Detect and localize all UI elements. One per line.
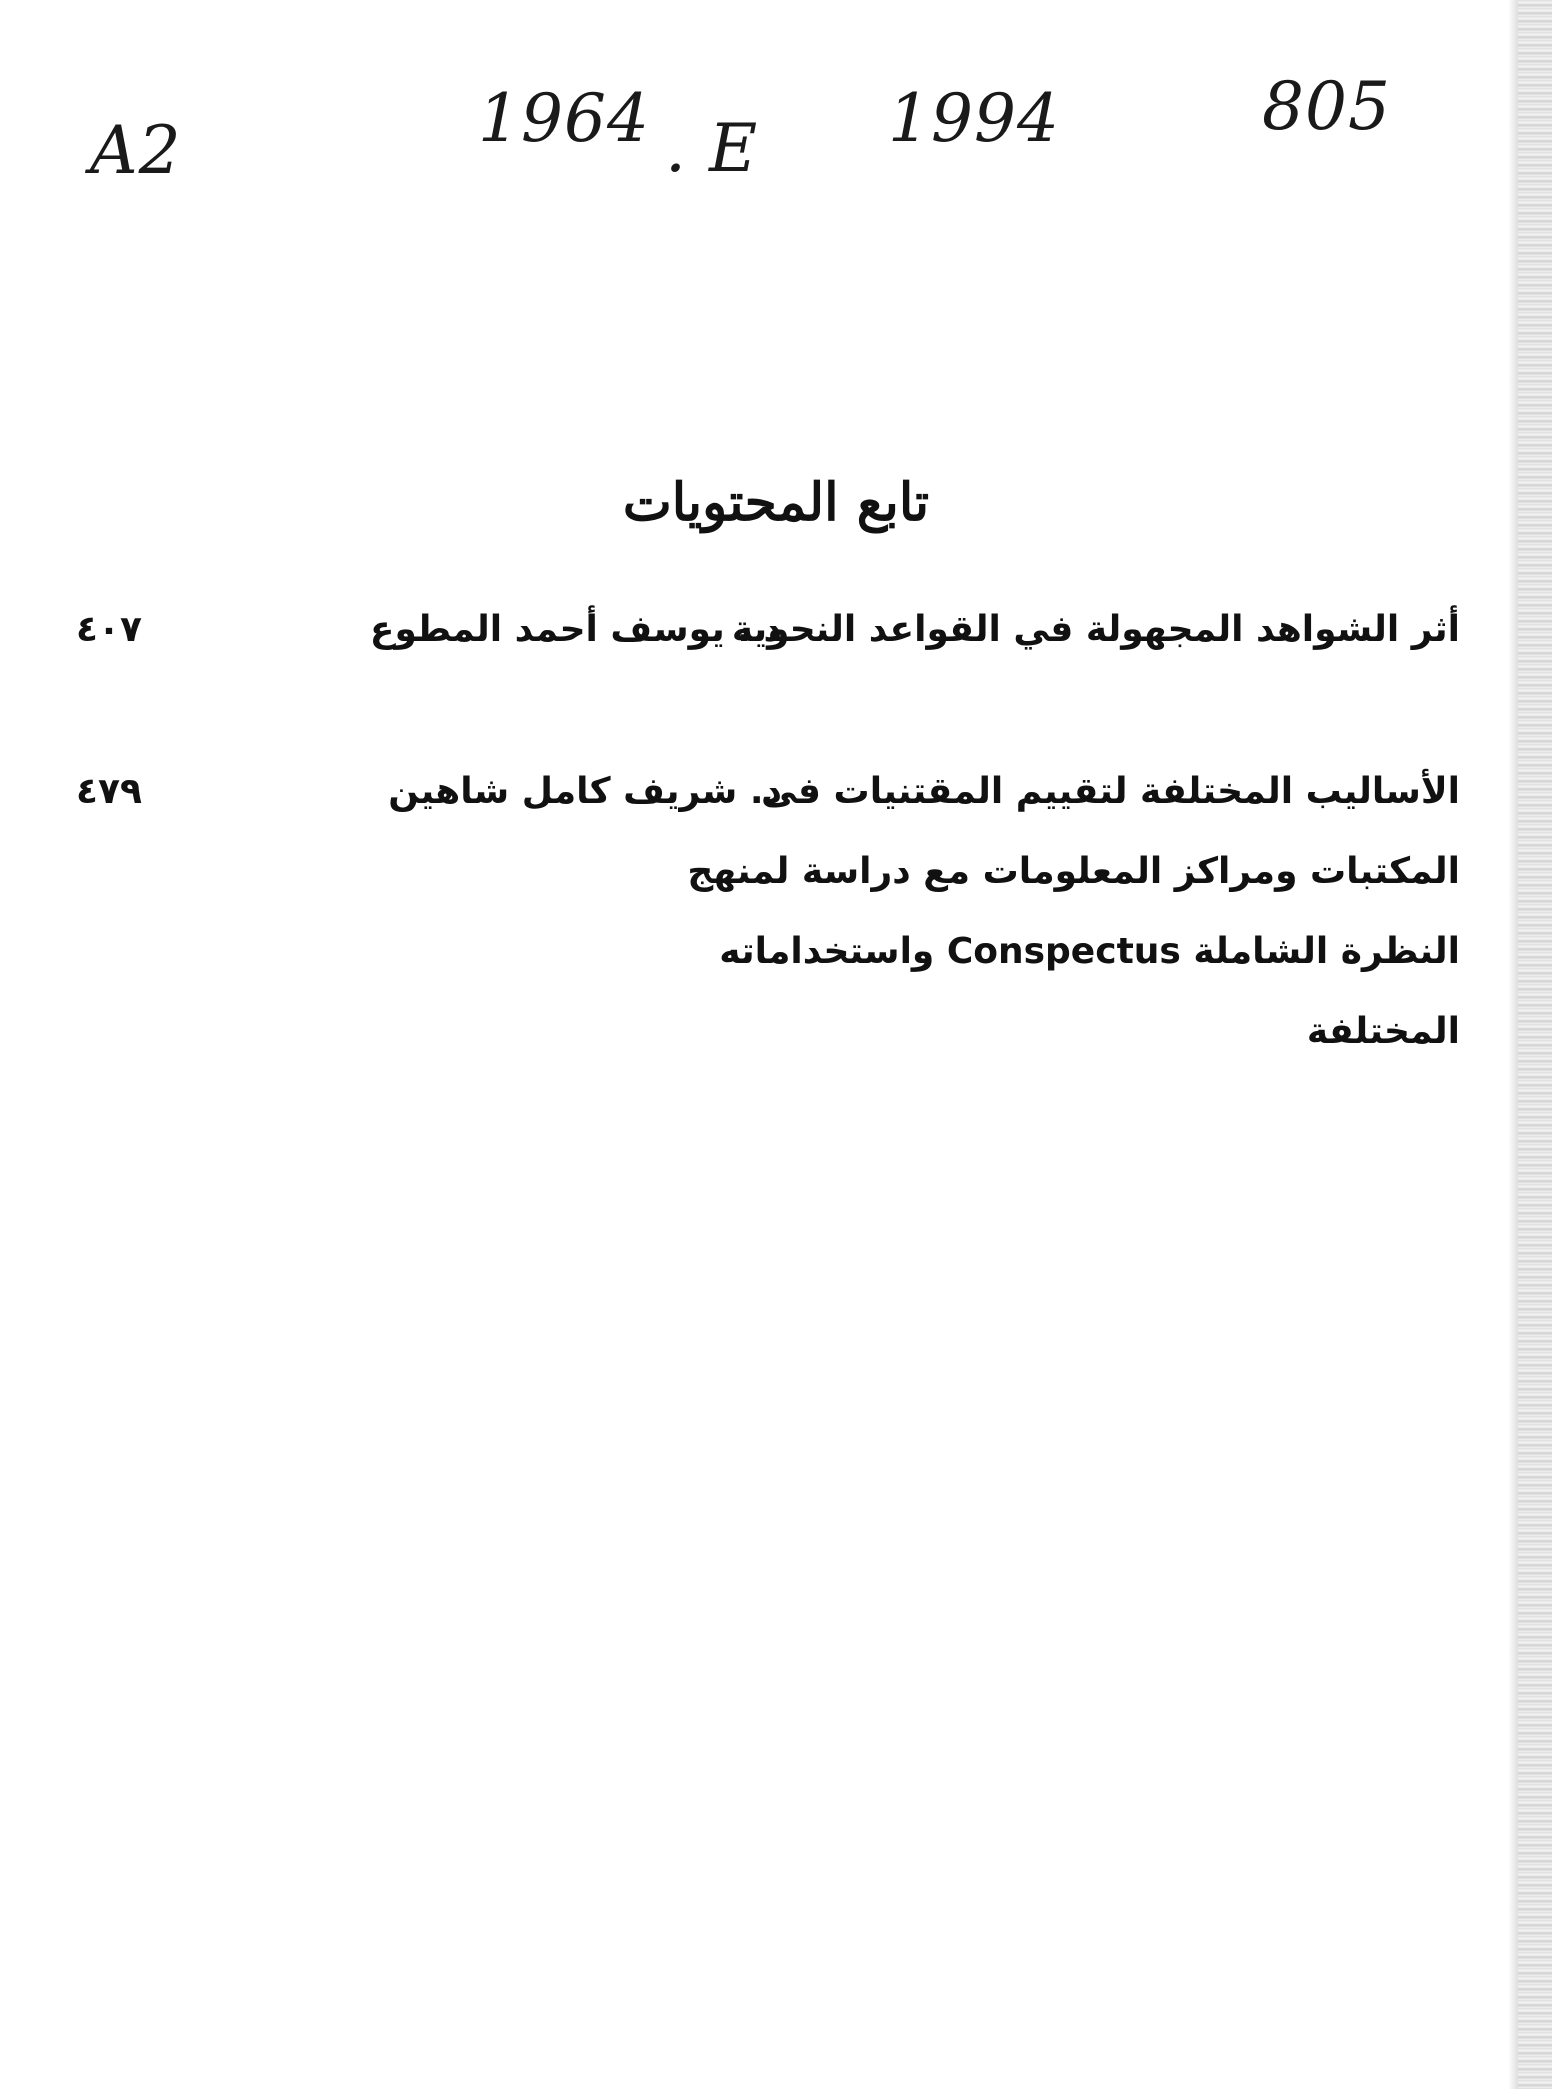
handwritten-note-e: . E (665, 110, 759, 187)
toc-entry-page-number: ٤٧٩ (76, 771, 142, 812)
handwritten-note-1964: 1964 (478, 80, 650, 157)
toc-entry-page-number: ٤٠٧ (76, 609, 142, 650)
toc-entry[interactable] (60, 590, 1460, 660)
toc-entry-title (687, 752, 1460, 1072)
toc-entry-title-line: الأساليب المختلفة لتقييم المقتنيات فى (760, 771, 1460, 812)
handwritten-note-805: 805 (1262, 68, 1391, 145)
toc-entry-author: د . يوسف أحمد المطوع (369, 609, 782, 650)
handwritten-note-a2: A2 (90, 112, 182, 189)
toc-entry[interactable] (60, 752, 1460, 1052)
page-edge-shadow (1508, 0, 1518, 2089)
toc-entry-title-line: أثر الشواهد المجهولة في القواعد النحوية (731, 609, 1460, 650)
toc-entry-title-line: النظرة الشاملة Conspectus واستخداماته (719, 931, 1460, 972)
toc-entry-author: د. شريف كامل شاهين (388, 771, 782, 812)
toc-entry-title-line: المكتبات ومراكز المعلومات مع دراسة لمنهج (687, 851, 1460, 892)
toc-entry-title (732, 590, 1460, 670)
handwritten-note-1994: 1994 (888, 80, 1060, 157)
toc-entry-title-line: المختلفة (1306, 1011, 1460, 1052)
scanned-page-edge (1518, 0, 1552, 2089)
toc-title: تابع المحتويات (622, 472, 930, 533)
